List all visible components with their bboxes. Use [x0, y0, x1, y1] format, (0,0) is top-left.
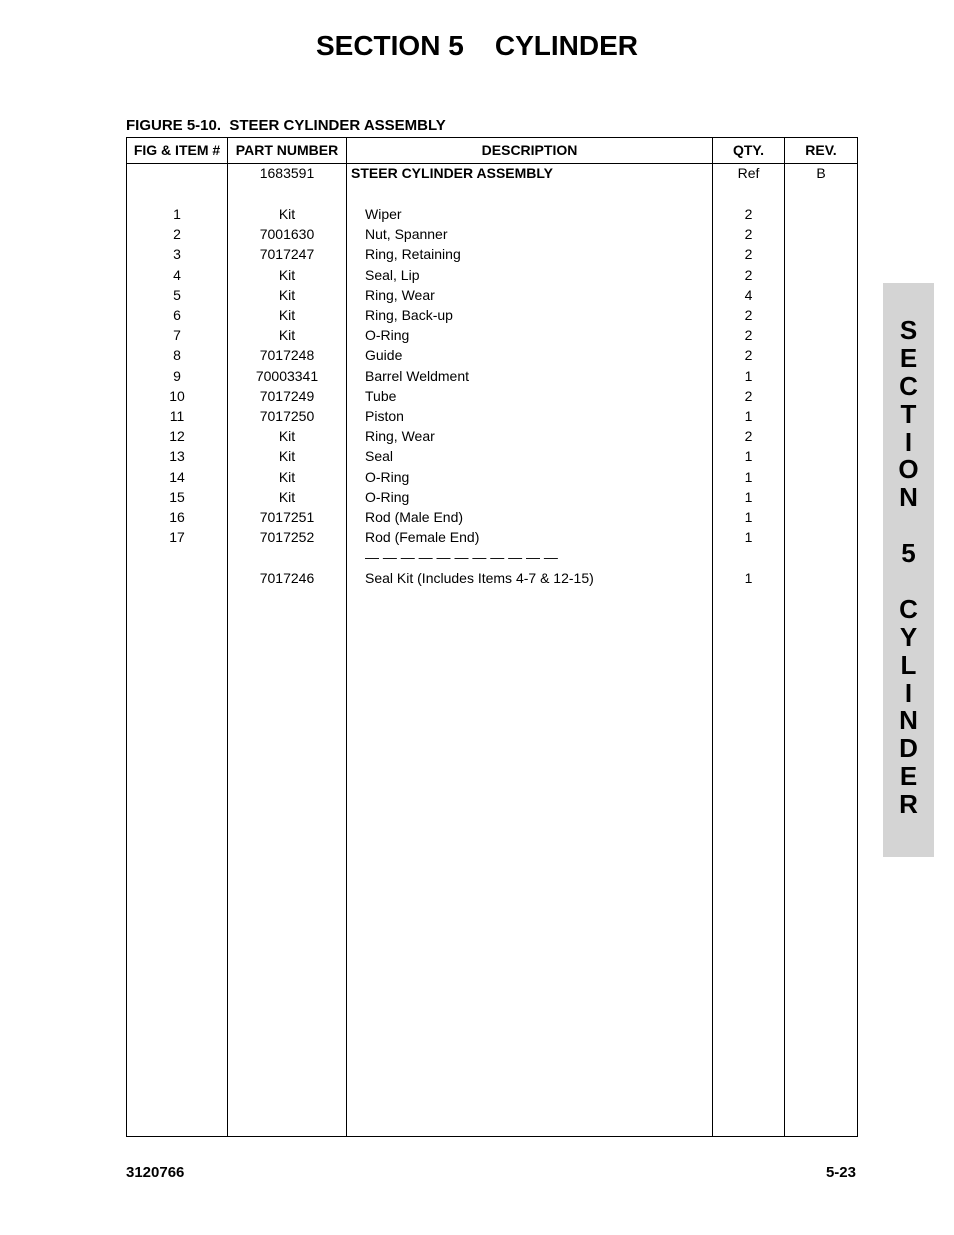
table-row: [127, 265, 857, 285]
tab-letter: L: [900, 649, 917, 680]
tab-letter: R: [899, 789, 918, 820]
table-row: [127, 345, 857, 365]
item-number: 7: [173, 327, 181, 344]
description: Seal: [365, 448, 394, 465]
item-number: 4: [173, 266, 181, 283]
tab-letter: Y: [899, 621, 918, 652]
description: Seal, Lip: [365, 266, 420, 283]
description: Nut, Spanner: [365, 226, 448, 243]
tab-letter: N: [899, 482, 918, 513]
tab-letter: O: [898, 454, 919, 485]
tab-letter: T: [900, 398, 917, 429]
qty: 1: [744, 408, 753, 424]
description: Barrel Weldment: [365, 367, 470, 384]
section-side-tab: [883, 283, 934, 857]
table-row: [127, 325, 857, 345]
item-number: 2: [173, 226, 181, 243]
qty: 2: [744, 387, 753, 404]
tab-letter: C: [899, 593, 918, 624]
item-number: 3: [173, 246, 181, 263]
tab-letter: S: [899, 315, 918, 345]
qty: 2: [744, 226, 753, 243]
description: Tube: [365, 387, 397, 404]
item-number: 1: [173, 206, 181, 222]
part-number: 70003341: [255, 367, 319, 384]
table-row: [127, 244, 857, 264]
description: Guide: [365, 347, 403, 364]
part-number: Kit: [278, 286, 296, 303]
tab-letter: [883, 568, 934, 596]
table-header: [127, 138, 857, 164]
tab-letter: D: [899, 733, 918, 764]
tab-letter: N: [899, 705, 918, 736]
qty: 1: [744, 509, 753, 525]
description: Ring, Wear: [365, 286, 435, 303]
qty: 1: [744, 448, 753, 465]
table-row: [127, 527, 857, 547]
item-number: 5: [173, 286, 181, 303]
tab-letter: I: [904, 677, 913, 708]
item-number: 8: [173, 347, 181, 364]
assembly-rev: B: [816, 165, 826, 181]
separator-dashes: — — — — — — — — — — —: [365, 549, 558, 566]
tab-letter: E: [899, 761, 918, 792]
description: O-Ring: [365, 468, 410, 485]
qty: 2: [744, 206, 753, 222]
table-row: [127, 224, 857, 244]
document-number: 3120766: [126, 1164, 185, 1181]
item-number: 16: [169, 509, 185, 525]
assembly-description: STEER CYLINDER ASSEMBLY: [351, 165, 553, 181]
table-row: [127, 305, 857, 325]
item-number: 12: [169, 428, 185, 445]
qty: 2: [744, 428, 753, 445]
description: Rod (Male End): [365, 509, 464, 525]
table-row: [127, 426, 857, 446]
part-number: Kit: [278, 468, 296, 485]
part-number: 7017252: [259, 529, 315, 546]
description: Ring, Back-up: [365, 307, 453, 323]
part-number: 7017249: [259, 387, 315, 404]
parts-table: [126, 137, 858, 1137]
part-number: Kit: [278, 488, 296, 505]
table-row: [127, 366, 857, 386]
table-row: [127, 446, 857, 466]
part-number: 7017251: [259, 509, 315, 525]
part-number: 7001630: [259, 226, 315, 243]
part-number: Kit: [278, 327, 296, 344]
tab-letter: E: [899, 342, 918, 373]
table-row: [127, 467, 857, 487]
item-number: 14: [169, 468, 185, 485]
qty: 4: [744, 286, 753, 303]
header-part-number: PART NUMBER: [235, 142, 339, 158]
table-row: [127, 285, 857, 305]
table-row: [127, 204, 857, 224]
side-tab-text: [883, 317, 934, 819]
page-number: 5-23: [825, 1164, 856, 1181]
tab-letter: 5: [901, 538, 916, 569]
page-title: SECTION 5 CYLINDER: [315, 30, 639, 61]
table-row: [127, 487, 857, 507]
part-number: 7017248: [259, 347, 315, 364]
part-number: Kit: [278, 307, 296, 323]
assembly-row: [127, 163, 857, 183]
table-row: [127, 406, 857, 426]
part-number: Kit: [278, 428, 296, 445]
item-number: 11: [169, 408, 185, 424]
description: Ring, Wear: [365, 428, 435, 445]
item-number: 15: [169, 488, 185, 505]
header-rev: REV.: [805, 142, 837, 158]
assembly-qty: Ref: [737, 165, 760, 181]
qty: 1: [744, 468, 753, 485]
qty: 2: [744, 307, 753, 323]
part-number: Kit: [278, 266, 296, 283]
table-row: [127, 386, 857, 406]
part-number: Kit: [278, 448, 296, 465]
qty: 1: [744, 367, 753, 384]
part-number: Kit: [278, 206, 296, 222]
description: O-Ring: [365, 327, 410, 344]
description: Piston: [365, 408, 404, 424]
header-description: DESCRIPTION: [481, 142, 578, 158]
item-number: 17: [169, 529, 185, 546]
figure-title: FIGURE 5-10. STEER CYLINDER ASSEMBLY: [126, 117, 446, 134]
description: Rod (Female End): [365, 529, 480, 546]
description: Ring, Retaining: [365, 246, 461, 263]
assembly-part-number: 1683591: [259, 165, 315, 181]
header-qty: QTY.: [732, 142, 765, 158]
part-number: 7017250: [259, 408, 315, 424]
description: O-Ring: [365, 488, 410, 505]
header-fig-item: FIG & ITEM #: [133, 142, 221, 158]
tab-letter: [883, 512, 934, 540]
seal-kit-qty: 1: [744, 569, 753, 586]
item-number: 13: [169, 448, 185, 465]
seal-kit-part-number: 7017246: [259, 569, 315, 586]
qty: 2: [744, 246, 753, 263]
qty: 1: [744, 488, 753, 505]
seal-kit-row: [127, 568, 857, 588]
description: Wiper: [365, 206, 402, 222]
separator-row: [127, 547, 857, 567]
tab-letter: C: [899, 370, 918, 401]
qty: 2: [744, 327, 753, 344]
part-number: 7017247: [259, 246, 315, 263]
item-number: 9: [173, 367, 181, 384]
qty: 2: [744, 347, 753, 364]
seal-kit-description: Seal Kit (Includes Items 4-7 & 12-15): [365, 569, 594, 586]
table-row: [127, 507, 857, 527]
item-number: 6: [173, 307, 181, 323]
item-number: 10: [169, 387, 185, 404]
qty: 1: [744, 529, 753, 546]
tab-letter: I: [904, 426, 913, 457]
qty: 2: [744, 266, 753, 283]
